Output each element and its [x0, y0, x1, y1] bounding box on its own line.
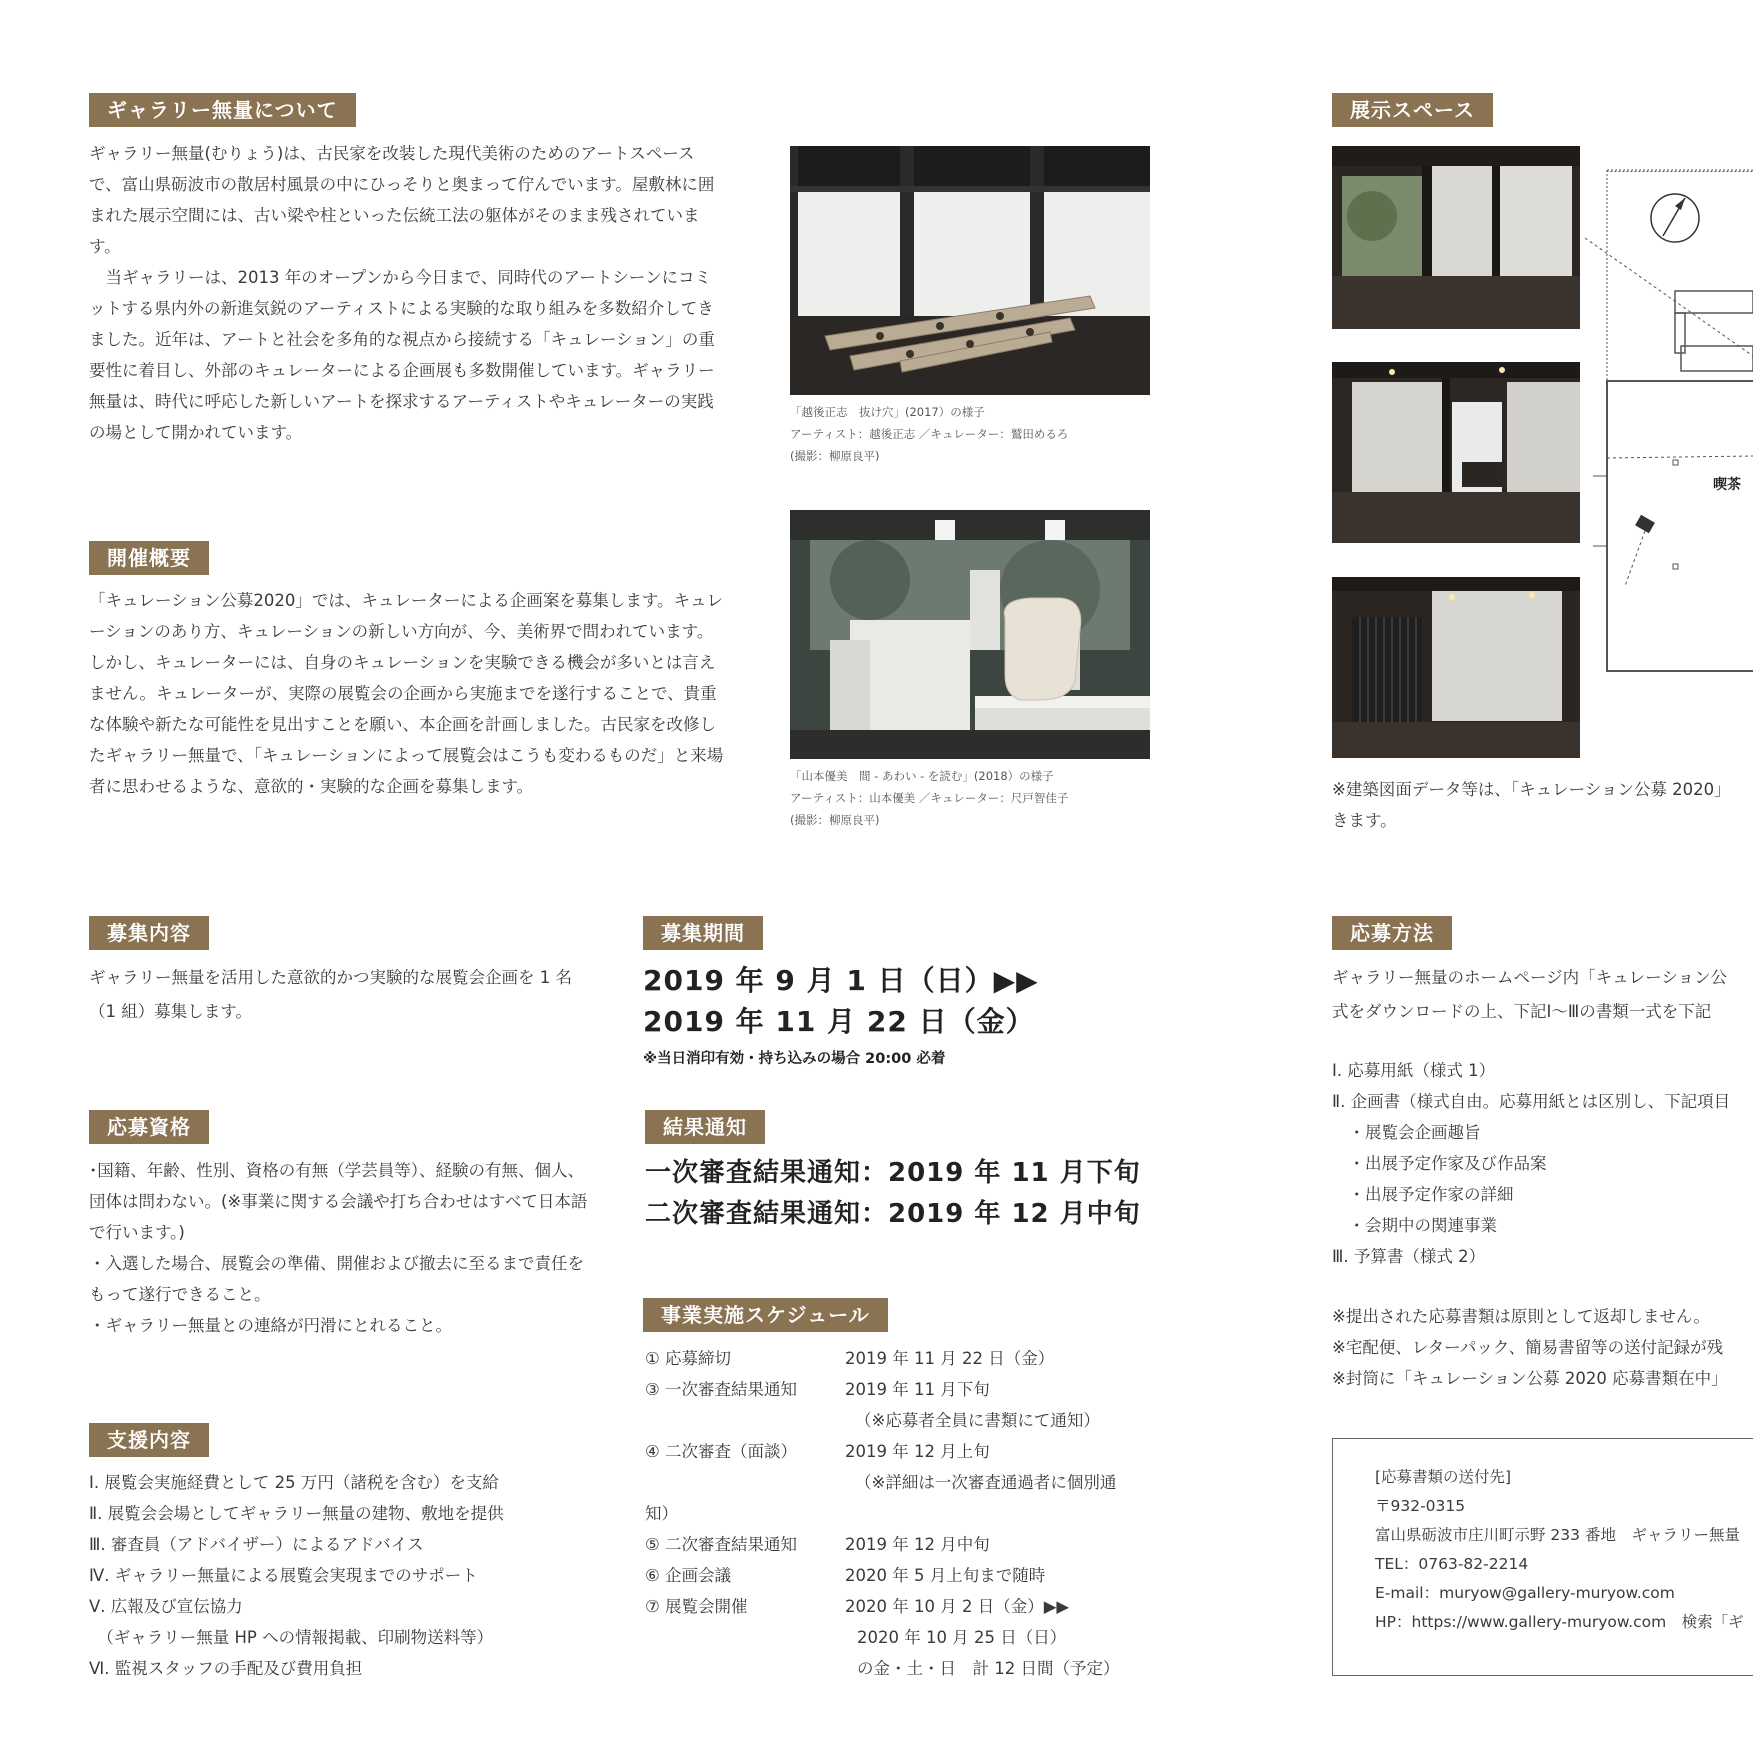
- about-paragraph-1: ギャラリー無量(むりょう)は、古民家を改装した現代美術のためのアートスペースで、富山県砺波市の散居村風景の中にひっそりと奥まって佇んでいます。屋敷林に囲まれた展示空間には、古い梁や柱といった伝統工法の躯体がそのまま残されています。: [89, 144, 715, 256]
- section-label-about: ギャラリー無量について: [89, 93, 356, 127]
- space-note-line-2: きます。: [1332, 811, 1397, 830]
- schedule-item: ⑦ 展覧会開催: [645, 1597, 748, 1616]
- schedule-item: ④ 二次審査（面談）: [645, 1442, 798, 1461]
- section-label-method: 応募方法: [1332, 916, 1452, 950]
- support-item: Ⅰ. 展覧会実施経費として 25 万円（諸税を含む）を支給: [89, 1473, 499, 1492]
- schedule-row: [645, 1529, 1165, 1560]
- result-second: 二次審査結果通知：2019 年 12 月中旬: [645, 1199, 1141, 1229]
- schedule-date: 2019 年 12 月上旬: [845, 1442, 990, 1461]
- section-label-schedule: 事業実施スケジュール: [643, 1298, 888, 1332]
- schedule-date-note: （※応募者全員に書類にて通知）: [855, 1411, 1100, 1430]
- eligibility-item-3: ・ギャラリー無量との連絡が円滑にとれること。: [89, 1316, 452, 1335]
- overview-paragraph: 「キュレーション公募2020」では、キュレーターによる企画案を募集します。キュレーションのあり方、キュレーションの新しい方向が、今、美術界で問われています。しかし、キュレーターには、自身のキュレーションを実験できる機会が多いとは言えません。キュレーターが、実際の展覧会の企画から実施までを遂行することで、貴重な体験や新たな可能性を見出すことを願い、本企画を計画しました。古民家を改修したギャラリー無量で、「キュレーションによって展覧会はこうも変わるものだ」と来場者に思わせるような、意欲的・実験的な企画を募集します。: [89, 591, 724, 796]
- section-label-support: 支援内容: [89, 1423, 209, 1457]
- section-label-recruit: 募集内容: [89, 916, 209, 950]
- period-end: 2019 年 11 月 22 日（金）: [643, 1005, 1035, 1038]
- photo-1-caption-title: 「越後正志 抜け穴」(2017）の様子: [790, 405, 985, 419]
- address-details: [1375, 1463, 1744, 1637]
- method-doc-item: Ⅰ. 応募用紙（様式 1）: [1332, 1061, 1496, 1080]
- support-item: Ⅴ. 広報及び宣伝協力: [89, 1597, 243, 1616]
- support-item: Ⅵ. 監視スタッフの手配及び費用負担: [89, 1659, 363, 1678]
- address-title: [応募書類の送付先]: [1375, 1468, 1512, 1486]
- support-item: （ギャラリー無量 HP への情報掲載、印刷物送料等）: [89, 1628, 494, 1647]
- address-zip: 〒932-0315: [1375, 1497, 1466, 1515]
- support-list: [89, 1467, 504, 1684]
- about-paragraph-2: 当ギャラリーは、2013 年のオープンから今日まで、同時代のアートシーンにコミットする県内外の新進気鋭のアーティストによる実験的な取り組みを多数紹介してきました。近年は、アートと社会を多角的な視点から接続する「キュレーション」の重要性に着目し、外部のキュレーターによる企画展も多数開催しています。ギャラリー無量は、時代に呼応した新しいアートを探求するアーティストやキュレーターの実践の場として開かれています。: [89, 268, 715, 442]
- exhibition-photo-2: [790, 510, 1150, 759]
- space-photo-1: [1332, 146, 1580, 329]
- result-first: 一次審査結果通知：2019 年 11 月下旬: [645, 1158, 1141, 1188]
- address-box: [1332, 1438, 1753, 1676]
- schedule-date-note: （※詳細は一次審査通過者に個別通: [855, 1473, 1117, 1492]
- section-label-result: 結果通知: [645, 1110, 765, 1144]
- support-item: Ⅱ. 展覧会会場としてギャラリー無量の建物、敷地を提供: [89, 1504, 504, 1523]
- schedule-date-note: の金・土・日 計 12 日間（予定）: [857, 1659, 1120, 1678]
- photo-2-caption-photographer: (撮影：柳原良平): [790, 813, 880, 827]
- method-doc-item: ・出展予定作家及び作品案: [1332, 1154, 1547, 1173]
- address-email-link[interactable]: E-mail：muryow@gallery-muryow.com: [1375, 1584, 1675, 1602]
- schedule-item: ⑤ 二次審査結果通知: [645, 1535, 798, 1554]
- schedule-date: 2020 年 5 月上旬まで随時: [845, 1566, 1046, 1585]
- support-item: Ⅲ. 審査員（アドバイザー）によるアドバイス: [89, 1535, 424, 1554]
- section-label-period: 募集期間: [643, 916, 763, 950]
- schedule-row: [645, 1498, 1165, 1529]
- schedule-row: [645, 1436, 1165, 1467]
- period-start: 2019 年 9 月 1 日（日）▶▶: [643, 964, 1039, 997]
- space-note-line-1: ※建築図面データ等は、「キュレーション公募 2020」: [1332, 780, 1731, 799]
- method-intro-line-2: 式をダウンロードの上、下記Ⅰ～Ⅲの書類一式を下記: [1332, 1002, 1712, 1021]
- method-note: ※宅配便、レターパック、簡易書留等の送付記録が残: [1332, 1338, 1724, 1357]
- photo-2-caption: [790, 765, 1068, 831]
- schedule-date: 2020 年 10 月 25 日（日）: [857, 1628, 1067, 1647]
- space-note: [1332, 774, 1731, 836]
- address-street: 富山県砺波市庄川町示野 233 番地 ギャラリー無量: [1375, 1526, 1740, 1544]
- method-note: ※提出された応募書類は原則として返却しません。: [1332, 1307, 1710, 1326]
- method-intro: [1332, 961, 1727, 1029]
- method-doc-item: ・展覧会企画趣旨: [1332, 1123, 1481, 1142]
- address-homepage-link[interactable]: HP：https://www.gallery-muryow.com 検索「ギ: [1375, 1613, 1744, 1631]
- floor-plan-room-label: 喫茶: [1713, 477, 1741, 493]
- schedule-row: [645, 1374, 1165, 1405]
- recruit-paragraph: ギャラリー無量を活用した意欲的かつ実験的な展覧会企画を 1 名（1 組）募集します。: [89, 968, 572, 1021]
- schedule-date-note-cont: 知）: [645, 1504, 678, 1523]
- section-label-overview: 開催概要: [89, 541, 209, 575]
- schedule-row: [645, 1653, 1165, 1684]
- period-note: ※当日消印有効・持ち込みの場合 20:00 必着: [643, 1051, 946, 1067]
- schedule-row: [645, 1343, 1165, 1374]
- schedule-date: 2019 年 11 月下旬: [845, 1380, 990, 1399]
- overview-text: [89, 585, 724, 802]
- method-docs: [1332, 1055, 1730, 1272]
- eligibility-item-1: ･国籍、年齢、性別、資格の有無（学芸員等）、経験の有無、個人、団体は問わない。(※事業に関する会議や打ち合わせはすべて日本語で行います。): [89, 1161, 588, 1242]
- photo-1-caption-photographer: (撮影：柳原良平): [790, 449, 880, 463]
- section-label-eligibility: 応募資格: [89, 1110, 209, 1144]
- space-photo-3: [1332, 577, 1580, 758]
- method-doc-item: Ⅲ. 予算書（様式 2）: [1332, 1247, 1486, 1266]
- method-intro-line-1: ギャラリー無量のホームページ内「キュレーション公: [1332, 968, 1728, 987]
- method-doc-item: ・会期中の関連事業: [1332, 1216, 1497, 1235]
- schedule-item: ⑥ 企画会議: [645, 1566, 732, 1585]
- schedule-table: [645, 1343, 1165, 1684]
- schedule-item: ① 応募締切: [645, 1349, 732, 1368]
- schedule-row: [645, 1560, 1165, 1591]
- schedule-date: 2019 年 11 月 22 日（金）: [845, 1349, 1055, 1368]
- schedule-item: ③ 一次審査結果通知: [645, 1380, 798, 1399]
- photo-2-caption-credits: アーティスト：山本優美 ／キュレーター：尺戸智佳子: [790, 791, 1069, 805]
- eligibility-item-2: ・入選した場合、展覧会の準備、開催および撤去に至るまで責任をもって遂行できること。: [89, 1254, 584, 1304]
- schedule-date: 2019 年 12 月中旬: [845, 1535, 990, 1554]
- schedule-date: 2020 年 10 月 2 日（金）▶▶: [845, 1597, 1070, 1616]
- space-photo-2: [1332, 362, 1580, 543]
- support-item: Ⅳ. ギャラリー無量による展覧会実現までのサポート: [89, 1566, 478, 1585]
- about-text: [89, 138, 724, 448]
- method-doc-item: ・出展予定作家の詳細: [1332, 1185, 1514, 1204]
- schedule-row: [645, 1467, 1165, 1498]
- exhibition-photo-1: [790, 146, 1150, 395]
- photo-1-caption: [790, 401, 1068, 467]
- schedule-row: [645, 1405, 1165, 1436]
- photo-2-caption-title: 「山本優美 間 - あわい - を読む」(2018）の様子: [790, 769, 1054, 783]
- eligibility-list: [89, 1155, 589, 1341]
- method-notes: [1332, 1301, 1728, 1394]
- floor-plan: [1585, 146, 1753, 676]
- method-doc-item: Ⅱ. 企画書（様式自由。応募用紙とは区別し、下記項目: [1332, 1092, 1731, 1111]
- address-tel: TEL：0763-82-2214: [1375, 1555, 1529, 1573]
- recruit-text: [89, 961, 589, 1029]
- schedule-row: [645, 1591, 1165, 1622]
- method-note: ※封筒に「キュレーション公募 2020 応募書類在中」: [1332, 1369, 1728, 1388]
- section-label-space: 展示スペース: [1332, 93, 1493, 127]
- photo-1-caption-credits: アーティスト：越後正志 ／キュレーター：鷲田めるろ: [790, 427, 1069, 441]
- schedule-row: [645, 1622, 1165, 1653]
